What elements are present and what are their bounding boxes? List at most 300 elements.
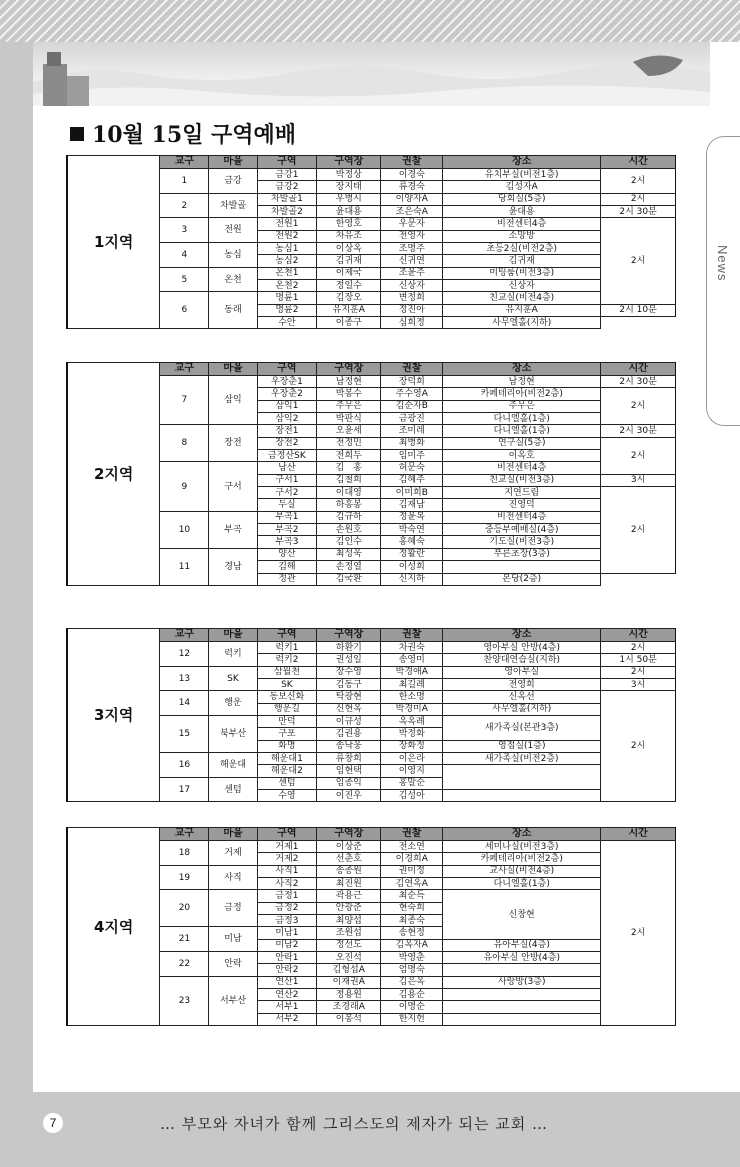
meeting-place: 새가족실(본관3층) (443, 716, 601, 741)
meeting-time: 3시 (601, 679, 676, 691)
column-header: 권찰 (381, 828, 443, 841)
group-deacon: 옥옥례 (381, 716, 443, 728)
square-bullet-icon (70, 127, 84, 141)
meeting-time: 3시 (601, 474, 676, 486)
group-leader: 김인수 (317, 536, 381, 548)
parish-number: 23 (160, 976, 209, 1025)
group-leader: 손원호 (317, 524, 381, 536)
group-name: 전원2 (257, 230, 317, 242)
column-header: 장소 (443, 156, 601, 169)
meeting-place: 비전센터4층 (443, 511, 601, 523)
village-name: 경남 (209, 548, 257, 585)
meeting-place: 다니엘홀(1층) (443, 425, 601, 437)
meeting-place: 다니엘홀(1층) (443, 878, 601, 890)
group-name: 온천1 (257, 267, 317, 279)
group-name: 금정3 (257, 915, 317, 927)
meeting-place: 푸른초장(3층) (443, 548, 601, 560)
group-leader: 정일수 (317, 280, 381, 292)
group-deacon: 우문자 (381, 218, 443, 230)
group-deacon: 장덕희 (381, 376, 443, 388)
parish-number: 1 (160, 169, 209, 194)
group-deacon: 신상자 (381, 280, 443, 292)
meeting-place: 친교실(비전4층) (443, 292, 601, 304)
group-deacon: 최길례 (381, 679, 443, 691)
village-name: 행운 (209, 691, 257, 716)
region-table (66, 628, 676, 802)
group-leader: 유지훈A (317, 304, 381, 316)
group-name: 농심1 (257, 243, 317, 255)
group-name: 연산2 (257, 989, 317, 1001)
meeting-place: 남정현 (443, 376, 601, 388)
group-name: 두실 (257, 499, 317, 511)
group-leader: 김장오 (317, 292, 381, 304)
meeting-place (443, 964, 601, 976)
column-header: 교구 (160, 156, 209, 169)
group-deacon: 한지헌 (381, 1013, 443, 1025)
meeting-place: 당회실(5층) (443, 193, 601, 205)
village-name: 사직 (209, 865, 257, 890)
column-header: 마을 (209, 363, 257, 376)
meeting-time: 2시 (601, 487, 676, 573)
parish-number: 3 (160, 218, 209, 243)
group-name: 미남2 (257, 939, 317, 951)
header-banner (33, 42, 710, 106)
group-leader: 조원섭 (317, 927, 381, 939)
meeting-place: 비전센터4층 (443, 218, 601, 230)
group-leader: 차유조 (317, 230, 381, 242)
group-name: 구포 (257, 728, 317, 740)
group-leader: 임현택 (317, 765, 381, 777)
group-deacon: 박숙연 (381, 524, 443, 536)
column-header: 장소 (443, 828, 601, 841)
parish-number: 18 (160, 841, 209, 866)
meeting-time: 2시 (601, 388, 676, 425)
group-leader: 김동구 (317, 679, 381, 691)
parish-number: 20 (160, 890, 209, 927)
meeting-place: 찬양대연습실(지하) (443, 654, 601, 666)
group-name: 김해 (257, 561, 317, 573)
group-name: 정관 (257, 573, 317, 585)
group-deacon: 정진아 (381, 304, 443, 316)
meeting-place: 친교실(비전3층) (443, 474, 601, 486)
group-deacon: 송현정 (381, 927, 443, 939)
meeting-place: 카페테리아(비전2층) (443, 853, 601, 865)
meeting-time: 2시 30분 (601, 425, 676, 437)
meeting-place: 이옥호 (443, 450, 601, 462)
group-name: 전원1 (257, 218, 317, 230)
column-header: 마을 (209, 629, 257, 642)
meeting-place: 지연드림 (443, 487, 601, 499)
meeting-time: 2시 (601, 437, 676, 474)
group-name: 부곡1 (257, 511, 317, 523)
group-deacon: 홍혜숙 (381, 536, 443, 548)
group-name: 사직2 (257, 878, 317, 890)
parish-number: 13 (160, 666, 209, 691)
group-deacon: 신지하 (381, 573, 443, 585)
group-name: 해운대1 (257, 753, 317, 765)
parish-number: 11 (160, 548, 209, 585)
group-deacon: 차권숙 (381, 642, 443, 654)
group-leader: 장수영 (317, 666, 381, 678)
village-name: 해운대 (209, 753, 257, 778)
column-header: 권찰 (381, 629, 443, 642)
group-leader: 탁광현 (317, 691, 381, 703)
group-deacon: 조윤주 (381, 267, 443, 279)
group-leader: 손정열 (317, 561, 381, 573)
meeting-place: 카페테리아(비전2층) (443, 388, 601, 400)
group-name: 동보신화 (257, 691, 317, 703)
parish-number: 6 (160, 292, 209, 329)
group-leader: 하환기 (317, 642, 381, 654)
group-leader: 우병시 (317, 193, 381, 205)
group-deacon: 박정화 (381, 728, 443, 740)
group-deacon: 정활란 (381, 548, 443, 560)
group-name: 서부1 (257, 1001, 317, 1013)
village-name: 전원 (209, 218, 257, 243)
group-leader: 한영호 (317, 218, 381, 230)
group-leader: 박봉수 (317, 388, 381, 400)
group-name: 온천2 (257, 280, 317, 292)
meeting-place: 사랑방(3층) (443, 976, 601, 988)
group-name: 수안 (257, 317, 317, 329)
group-deacon: 조명주 (381, 243, 443, 255)
group-name: 수영 (257, 790, 317, 802)
village-name: 금강 (209, 169, 257, 194)
column-header: 구역 (257, 156, 317, 169)
group-name: 안락1 (257, 952, 317, 964)
column-header: 교구 (160, 363, 209, 376)
column-header: 권찰 (381, 363, 443, 376)
meeting-time: 2시 (601, 666, 676, 678)
village-name: 온천 (209, 267, 257, 292)
group-name: SK (257, 679, 317, 691)
region-table (66, 155, 676, 329)
group-deacon: 금광진 (381, 413, 443, 425)
meeting-place: 유치부실(비전1층) (443, 169, 601, 181)
group-deacon: 전영자 (381, 230, 443, 242)
group-deacon: 심희정 (381, 317, 443, 329)
group-name: 화명 (257, 740, 317, 752)
group-leader: 김권용 (317, 728, 381, 740)
group-deacon: 장화정 (381, 740, 443, 752)
group-name: 센텀 (257, 777, 317, 789)
group-name: 삼월천 (257, 666, 317, 678)
meeting-place (443, 1013, 601, 1025)
column-header: 구역 (257, 828, 317, 841)
meeting-place: 신상자 (443, 280, 601, 292)
news-tab-label: News (715, 245, 730, 282)
group-leader: 장지태 (317, 181, 381, 193)
group-deacon: 허문숙 (381, 462, 443, 474)
group-name: 금정산SK (257, 450, 317, 462)
group-leader: 정용원 (317, 989, 381, 1001)
meeting-time: 2시 10분 (601, 304, 676, 316)
group-name: 구서1 (257, 474, 317, 486)
group-deacon: 이미희B (381, 487, 443, 499)
group-name: 양산 (257, 548, 317, 560)
group-deacon: 김성아 (381, 790, 443, 802)
column-header: 권찰 (381, 156, 443, 169)
group-deacon: 이경희A (381, 853, 443, 865)
group-leader: 윤대용 (317, 206, 381, 218)
village-name: 동래 (209, 292, 257, 329)
group-leader: 주무은 (317, 400, 381, 412)
group-name: 럭키2 (257, 654, 317, 666)
meeting-time: 1시 50분 (601, 654, 676, 666)
village-name: 럭키 (209, 642, 257, 667)
group-deacon: 한소명 (381, 691, 443, 703)
column-header: 마을 (209, 156, 257, 169)
group-name: 미남1 (257, 927, 317, 939)
parish-number: 5 (160, 267, 209, 292)
parish-number: 8 (160, 425, 209, 462)
group-leader: 류창희 (317, 753, 381, 765)
meeting-place (443, 790, 601, 802)
group-deacon: 김혜주 (381, 474, 443, 486)
group-leader: 조경래A (317, 1001, 381, 1013)
group-leader: 임종익 (317, 777, 381, 789)
parish-number: 14 (160, 691, 209, 716)
group-name: 삼익1 (257, 400, 317, 412)
group-leader: 이대영 (317, 487, 381, 499)
meeting-place: 초등2실(비전2층) (443, 243, 601, 255)
group-deacon: 이경숙 (381, 169, 443, 181)
group-name: 부곡2 (257, 524, 317, 536)
village-name: 삼익 (209, 376, 257, 425)
group-name: 명륜1 (257, 292, 317, 304)
group-deacon: 이은라 (381, 753, 443, 765)
column-header: 시간 (601, 828, 676, 841)
village-name: 거제 (209, 841, 257, 866)
group-leader: 이상준 (317, 841, 381, 853)
parish-number: 4 (160, 243, 209, 268)
column-header: 구역장 (317, 828, 381, 841)
group-deacon: 김은옥 (381, 976, 443, 988)
village-name: 미남 (209, 927, 257, 952)
group-leader: 김귀재 (317, 255, 381, 267)
meeting-place: 주무은 (443, 400, 601, 412)
meeting-place: 유아부실 안방(4층) (443, 952, 601, 964)
group-leader: 이종구 (317, 317, 381, 329)
group-leader: 송낙웅 (317, 740, 381, 752)
group-name: 장전1 (257, 425, 317, 437)
footer-motto: … 부모와 자녀가 함께 그리스도의 제자가 되는 교회 … (160, 1115, 548, 1133)
top-hatch-decoration (0, 0, 740, 42)
region-table (66, 827, 676, 1026)
meeting-place: 영아부실 안방(4층) (443, 642, 601, 654)
group-name: 우장춘1 (257, 376, 317, 388)
group-leader: 안광준 (317, 902, 381, 914)
group-leader: 김국환 (317, 573, 381, 585)
banner-landscape-image (33, 42, 710, 106)
parish-number: 9 (160, 462, 209, 511)
group-leader: 송종원 (317, 865, 381, 877)
group-deacon: 홍말순 (381, 777, 443, 789)
group-deacon: 류경숙 (381, 181, 443, 193)
meeting-place: 세미나실(비전3층) (443, 841, 601, 853)
group-deacon: 박영춘 (381, 952, 443, 964)
group-name: 해운대2 (257, 765, 317, 777)
parish-number: 19 (160, 865, 209, 890)
meeting-time: 2시 30분 (601, 206, 676, 218)
meeting-place: 소망방 (443, 230, 601, 242)
village-name: 구서 (209, 462, 257, 511)
parish-number: 15 (160, 716, 209, 753)
group-deacon: 전소연 (381, 841, 443, 853)
meeting-place: 전영희 (443, 679, 601, 691)
group-leader: 전희두 (317, 450, 381, 462)
meeting-place: 유아부실(4층) (443, 939, 601, 951)
meeting-time: 2시 (601, 193, 676, 205)
group-name: 럭키1 (257, 642, 317, 654)
group-deacon: 이영지 (381, 765, 443, 777)
page-title-text: 10월 15일 구역예배 (92, 122, 297, 148)
page-title (70, 118, 296, 149)
column-header: 장소 (443, 363, 601, 376)
group-leader: 오진석 (317, 952, 381, 964)
village-name: 센텀 (209, 777, 257, 802)
meeting-place (443, 561, 601, 573)
parish-number: 2 (160, 193, 209, 218)
group-leader: 정선도 (317, 939, 381, 951)
group-leader: 김규하 (317, 511, 381, 523)
group-deacon: 김연옥A (381, 878, 443, 890)
meeting-time: 2시 (601, 691, 676, 802)
village-name: 농심 (209, 243, 257, 268)
group-deacon: 김순자B (381, 400, 443, 412)
region-table (66, 362, 676, 586)
group-name: 금정1 (257, 890, 317, 902)
column-header: 교구 (160, 629, 209, 642)
meeting-place: 중등부예배실(4층) (443, 524, 601, 536)
column-header: 교구 (160, 828, 209, 841)
group-leader: 이봉석 (317, 1013, 381, 1025)
group-name: 서부2 (257, 1013, 317, 1025)
group-leader: 김 홍 (317, 462, 381, 474)
group-name: 연산1 (257, 976, 317, 988)
group-deacon: 신귀연 (381, 255, 443, 267)
village-name: 서부산 (209, 976, 257, 1025)
group-deacon: 이명순 (381, 1001, 443, 1013)
group-deacon: 엄명숙 (381, 964, 443, 976)
group-leader: 최양섭 (317, 915, 381, 927)
parish-number: 12 (160, 642, 209, 667)
group-name: 금정2 (257, 902, 317, 914)
group-deacon: 박경미A (381, 703, 443, 715)
group-name: 금강2 (257, 181, 317, 193)
group-deacon: 정윤복 (381, 511, 443, 523)
region-name: 3지역 (67, 629, 160, 802)
group-deacon: 이양자A (381, 193, 443, 205)
meeting-place: 비전센터4층 (443, 462, 601, 474)
meeting-place: 영아부실 (443, 666, 601, 678)
group-deacon: 권미정 (381, 865, 443, 877)
column-header: 구역장 (317, 363, 381, 376)
column-header: 장소 (443, 629, 601, 642)
group-deacon: 송영미 (381, 654, 443, 666)
village-name: 차발골 (209, 193, 257, 218)
column-header: 시간 (601, 629, 676, 642)
group-name: 남산 (257, 462, 317, 474)
group-deacon: 김용순 (381, 989, 443, 1001)
group-name: 사직1 (257, 865, 317, 877)
group-name: 구서2 (257, 487, 317, 499)
meeting-time: 2시 (601, 642, 676, 654)
meeting-time: 2시 (601, 218, 676, 304)
parish-number: 7 (160, 376, 209, 425)
group-deacon: 최순득 (381, 890, 443, 902)
group-name: 안락2 (257, 964, 317, 976)
group-deacon: 김옥자A (381, 939, 443, 951)
meeting-place (443, 989, 601, 1001)
group-leader: 최진원 (317, 878, 381, 890)
parish-number: 22 (160, 952, 209, 977)
group-leader: 하흥봉 (317, 499, 381, 511)
meeting-place: 김귀재 (443, 255, 601, 267)
meeting-place: 유지훈A (443, 304, 601, 316)
parish-number: 21 (160, 927, 209, 952)
region-name: 1지역 (67, 156, 160, 329)
group-leader: 권성일 (317, 654, 381, 666)
group-deacon: 이성희 (381, 561, 443, 573)
village-name: 부곡 (209, 511, 257, 548)
group-leader: 박판식 (317, 413, 381, 425)
group-leader: 남정현 (317, 376, 381, 388)
meeting-time: 2시 (601, 169, 676, 194)
parish-number: 17 (160, 777, 209, 802)
column-header: 구역장 (317, 629, 381, 642)
village-name: 안락 (209, 952, 257, 977)
group-name: 금강1 (257, 169, 317, 181)
column-header: 구역장 (317, 156, 381, 169)
group-deacon: 조은숙A (381, 206, 443, 218)
meeting-place: 사무엘홀(지하) (443, 317, 601, 329)
meeting-place: 진영덕 (443, 499, 601, 511)
group-name: 명륜2 (257, 304, 317, 316)
group-deacon: 현숙희 (381, 902, 443, 914)
meeting-place (443, 1001, 601, 1013)
meeting-place: 본당(2층) (443, 573, 601, 585)
meeting-place: 새가족실(비전2층) (443, 753, 601, 765)
column-header: 구역 (257, 363, 317, 376)
group-deacon: 조미레 (381, 425, 443, 437)
group-leader: 이재권A (317, 976, 381, 988)
meeting-place (443, 765, 601, 790)
parish-number: 16 (160, 753, 209, 778)
group-leader: 이상옥 (317, 243, 381, 255)
group-name: 거제1 (257, 841, 317, 853)
group-name: 부곡3 (257, 536, 317, 548)
group-leader: 김철희 (317, 474, 381, 486)
meeting-place: 윤대용 (443, 206, 601, 218)
meeting-place: 영접실(1층) (443, 740, 601, 752)
village-name: 장전 (209, 425, 257, 462)
group-deacon: 임미주 (381, 450, 443, 462)
group-leader: 오윤세 (317, 425, 381, 437)
column-header: 마을 (209, 828, 257, 841)
group-leader: 최성욱 (317, 548, 381, 560)
village-name: 금정 (209, 890, 257, 927)
group-name: 거제2 (257, 853, 317, 865)
group-deacon: 최병화 (381, 437, 443, 449)
group-deacon: 김재남 (381, 499, 443, 511)
group-deacon: 변정희 (381, 292, 443, 304)
group-name: 만덕 (257, 716, 317, 728)
meeting-time: 2시 (601, 841, 676, 1026)
meeting-place: 신창현 (443, 890, 601, 939)
column-header: 시간 (601, 156, 676, 169)
group-name: 삼익2 (257, 413, 317, 425)
